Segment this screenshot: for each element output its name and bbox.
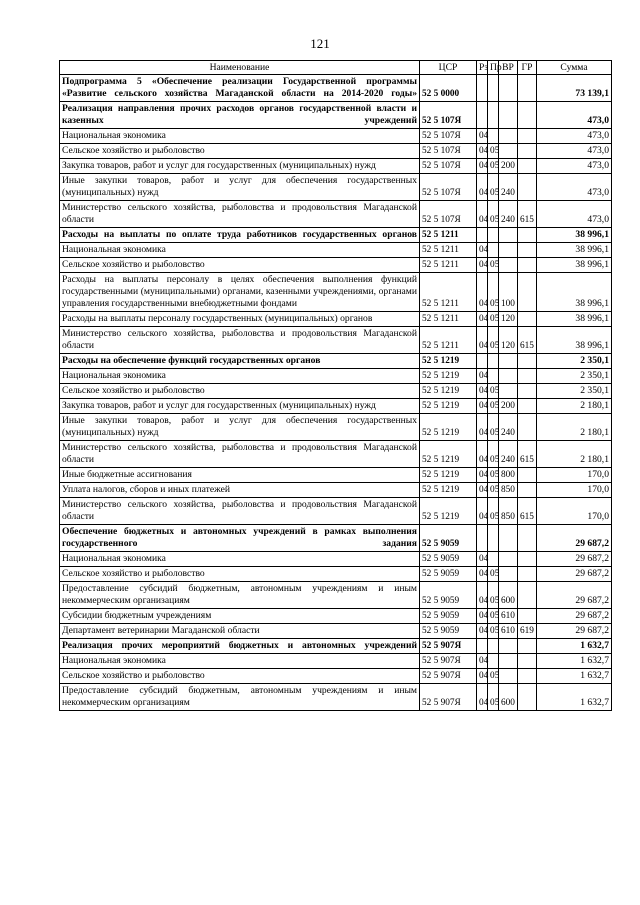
- cell-vr: [499, 354, 518, 369]
- cell-vr: 200: [499, 159, 518, 174]
- cell-csr: 52 5 9059: [420, 525, 477, 552]
- table-row: [60, 243, 612, 258]
- cell-rz: 04: [477, 129, 488, 144]
- cell-pr: 05: [488, 624, 499, 639]
- cell-gr: [518, 243, 537, 258]
- header-gr: ГР: [518, 61, 537, 75]
- table-row: [60, 327, 612, 354]
- cell-sum: 170,0: [537, 498, 612, 525]
- cell-vr: [499, 129, 518, 144]
- cell-vr: [499, 258, 518, 273]
- cell-pr: 05: [488, 174, 499, 201]
- table-row: [60, 312, 612, 327]
- cell-name: Национальная экономика: [60, 654, 420, 669]
- cell-vr: 600: [499, 582, 518, 609]
- cell-rz: 04: [477, 567, 488, 582]
- cell-csr: 52 5 107Я: [420, 102, 477, 129]
- cell-pr: 05: [488, 441, 499, 468]
- cell-gr: [518, 567, 537, 582]
- cell-sum: 38 996,1: [537, 258, 612, 273]
- cell-gr: [518, 102, 537, 129]
- cell-csr: 52 5 907Я: [420, 639, 477, 654]
- cell-sum: 473,0: [537, 144, 612, 159]
- cell-pr: 05: [488, 582, 499, 609]
- table-row: [60, 552, 612, 567]
- cell-csr: 52 5 107Я: [420, 159, 477, 174]
- cell-name: Расходы на выплаты персоналу государственных (муниципальных) органов: [60, 312, 420, 327]
- cell-vr: 600: [499, 684, 518, 711]
- cell-vr: 240: [499, 201, 518, 228]
- cell-sum: 473,0: [537, 174, 612, 201]
- table-row: [60, 258, 612, 273]
- cell-sum: 2 350,1: [537, 354, 612, 369]
- cell-name: Обеспечение бюджетных и автономных учреждений в рамках выполнения государственного задания: [60, 525, 420, 552]
- cell-name: Министерство сельского хозяйства, рыболовства и продовольствия Магаданской области: [60, 441, 420, 468]
- cell-name: Расходы на выплаты по оплате труда работников государственных органов: [60, 228, 420, 243]
- cell-gr: [518, 228, 537, 243]
- cell-vr: [499, 228, 518, 243]
- cell-sum: 170,0: [537, 483, 612, 498]
- cell-pr: [488, 639, 499, 654]
- cell-sum: 38 996,1: [537, 327, 612, 354]
- table-row: [60, 441, 612, 468]
- cell-vr: 100: [499, 273, 518, 312]
- cell-name: Департамент ветеринарии Магаданской области: [60, 624, 420, 639]
- cell-csr: 52 5 907Я: [420, 684, 477, 711]
- cell-vr: [499, 144, 518, 159]
- cell-name: Иные бюджетные ассигнования: [60, 468, 420, 483]
- cell-csr: 52 5 1211: [420, 327, 477, 354]
- cell-csr: 52 5 1219: [420, 369, 477, 384]
- cell-vr: [499, 102, 518, 129]
- cell-csr: 52 5 9059: [420, 624, 477, 639]
- cell-name: Реализация направления прочих расходов органов государственной власти и казенных учреждений: [60, 102, 420, 129]
- cell-gr: [518, 369, 537, 384]
- cell-csr: 52 5 107Я: [420, 144, 477, 159]
- cell-rz: 04: [477, 582, 488, 609]
- table-row: [60, 273, 612, 312]
- header-sum: Сумма: [537, 61, 612, 75]
- cell-rz: 04: [477, 624, 488, 639]
- cell-csr: 52 5 907Я: [420, 669, 477, 684]
- cell-vr: [499, 384, 518, 399]
- cell-rz: 04: [477, 369, 488, 384]
- table-row: [60, 201, 612, 228]
- cell-rz: 04: [477, 258, 488, 273]
- cell-vr: [499, 639, 518, 654]
- cell-sum: 38 996,1: [537, 243, 612, 258]
- cell-csr: 52 5 107Я: [420, 129, 477, 144]
- cell-pr: 05: [488, 567, 499, 582]
- table-row: [60, 414, 612, 441]
- cell-csr: 52 5 107Я: [420, 201, 477, 228]
- cell-vr: 120: [499, 312, 518, 327]
- cell-csr: 52 5 1219: [420, 468, 477, 483]
- cell-rz: 04: [477, 201, 488, 228]
- table-row: [60, 129, 612, 144]
- table-row: [60, 159, 612, 174]
- cell-csr: 52 5 9059: [420, 552, 477, 567]
- cell-name: Национальная экономика: [60, 369, 420, 384]
- cell-vr: [499, 75, 518, 102]
- cell-sum: 29 687,2: [537, 609, 612, 624]
- cell-name: Расходы на обеспечение функций государственных органов: [60, 354, 420, 369]
- table-row: [60, 498, 612, 525]
- table-row: [60, 582, 612, 609]
- header-rz: Рз: [477, 61, 488, 75]
- cell-pr: 05: [488, 669, 499, 684]
- cell-vr: [499, 567, 518, 582]
- cell-csr: 52 5 9059: [420, 567, 477, 582]
- cell-name: Национальная экономика: [60, 129, 420, 144]
- cell-pr: [488, 75, 499, 102]
- cell-sum: 2 180,1: [537, 414, 612, 441]
- cell-pr: [488, 102, 499, 129]
- cell-rz: 04: [477, 498, 488, 525]
- table-row: [60, 654, 612, 669]
- cell-pr: 05: [488, 609, 499, 624]
- cell-gr: 615: [518, 441, 537, 468]
- cell-sum: 473,0: [537, 102, 612, 129]
- cell-rz: 04: [477, 468, 488, 483]
- cell-rz: 04: [477, 669, 488, 684]
- cell-rz: 04: [477, 609, 488, 624]
- cell-sum: 2 180,1: [537, 399, 612, 414]
- table-section-row: [60, 102, 612, 129]
- cell-gr: [518, 525, 537, 552]
- cell-gr: 615: [518, 201, 537, 228]
- cell-pr: [488, 129, 499, 144]
- cell-csr: 52 5 1211: [420, 243, 477, 258]
- cell-csr: 52 5 1219: [420, 399, 477, 414]
- cell-rz: 04: [477, 399, 488, 414]
- cell-csr: 52 5 1211: [420, 312, 477, 327]
- cell-sum: 29 687,2: [537, 624, 612, 639]
- cell-name: Подпрограмма 5 «Обеспечение реализации Государственной программы «Развитие сельского хозяйства Магаданской области на 2014-2020 годы»: [60, 75, 420, 102]
- cell-vr: 240: [499, 414, 518, 441]
- cell-pr: 05: [488, 414, 499, 441]
- cell-name: Сельское хозяйство и рыболовство: [60, 144, 420, 159]
- cell-pr: 05: [488, 468, 499, 483]
- cell-vr: 610: [499, 624, 518, 639]
- cell-sum: 29 687,2: [537, 567, 612, 582]
- cell-pr: 05: [488, 273, 499, 312]
- cell-sum: 473,0: [537, 201, 612, 228]
- cell-vr: 200: [499, 399, 518, 414]
- cell-rz: 04: [477, 159, 488, 174]
- cell-gr: [518, 684, 537, 711]
- cell-rz: 04: [477, 441, 488, 468]
- cell-sum: 1 632,7: [537, 669, 612, 684]
- cell-gr: 615: [518, 498, 537, 525]
- cell-csr: 52 5 1219: [420, 414, 477, 441]
- cell-sum: 2 180,1: [537, 441, 612, 468]
- cell-csr: 52 5 1219: [420, 354, 477, 369]
- cell-vr: 120: [499, 327, 518, 354]
- cell-rz: 04: [477, 312, 488, 327]
- cell-name: Национальная экономика: [60, 243, 420, 258]
- cell-gr: [518, 639, 537, 654]
- table-section-row: [60, 354, 612, 369]
- cell-rz: [477, 102, 488, 129]
- cell-rz: 04: [477, 552, 488, 567]
- cell-rz: 04: [477, 327, 488, 354]
- cell-name: Иные закупки товаров, работ и услуг для обеспечения государственных (муниципальных) нужд: [60, 174, 420, 201]
- cell-gr: 615: [518, 327, 537, 354]
- cell-rz: 04: [477, 483, 488, 498]
- cell-sum: 170,0: [537, 468, 612, 483]
- cell-name: Предоставление субсидий бюджетным, автономным учреждениям и иным некоммерческим организациям: [60, 684, 420, 711]
- cell-name: Предоставление субсидий бюджетным, автономным учреждениям и иным некоммерческим организациям: [60, 582, 420, 609]
- cell-pr: [488, 243, 499, 258]
- cell-gr: [518, 354, 537, 369]
- cell-sum: 2 350,1: [537, 384, 612, 399]
- cell-pr: 05: [488, 312, 499, 327]
- cell-name: Министерство сельского хозяйства, рыболовства и продовольствия Магаданской области: [60, 327, 420, 354]
- cell-sum: 473,0: [537, 129, 612, 144]
- table-row: [60, 669, 612, 684]
- cell-name: Сельское хозяйство и рыболовство: [60, 258, 420, 273]
- cell-gr: [518, 483, 537, 498]
- cell-rz: 04: [477, 414, 488, 441]
- header-pr: Пр: [488, 61, 499, 75]
- cell-sum: 2 350,1: [537, 369, 612, 384]
- cell-sum: 38 996,1: [537, 228, 612, 243]
- cell-pr: [488, 228, 499, 243]
- table-row: [60, 567, 612, 582]
- cell-vr: 850: [499, 483, 518, 498]
- table-row: [60, 144, 612, 159]
- cell-rz: 04: [477, 174, 488, 201]
- cell-vr: 240: [499, 441, 518, 468]
- cell-vr: [499, 669, 518, 684]
- cell-vr: [499, 243, 518, 258]
- table-row: [60, 399, 612, 414]
- cell-csr: 52 5 1219: [420, 483, 477, 498]
- cell-pr: 05: [488, 498, 499, 525]
- cell-gr: [518, 468, 537, 483]
- table-row: [60, 468, 612, 483]
- cell-sum: 73 139,1: [537, 75, 612, 102]
- cell-pr: [488, 525, 499, 552]
- cell-vr: [499, 369, 518, 384]
- cell-gr: [518, 552, 537, 567]
- cell-sum: 1 632,7: [537, 654, 612, 669]
- cell-gr: [518, 312, 537, 327]
- cell-pr: 05: [488, 144, 499, 159]
- table-section-row: [60, 525, 612, 552]
- cell-rz: [477, 228, 488, 243]
- cell-csr: 52 5 107Я: [420, 174, 477, 201]
- cell-rz: 04: [477, 384, 488, 399]
- cell-name: Сельское хозяйство и рыболовство: [60, 669, 420, 684]
- table-row: [60, 624, 612, 639]
- cell-vr: 240: [499, 174, 518, 201]
- cell-gr: [518, 609, 537, 624]
- cell-name: Национальная экономика: [60, 552, 420, 567]
- cell-pr: 05: [488, 384, 499, 399]
- table-header-row: [60, 61, 612, 75]
- cell-sum: 473,0: [537, 159, 612, 174]
- cell-rz: 04: [477, 654, 488, 669]
- cell-csr: 52 5 9059: [420, 582, 477, 609]
- cell-gr: [518, 159, 537, 174]
- cell-gr: [518, 399, 537, 414]
- cell-csr: 52 5 1219: [420, 441, 477, 468]
- cell-rz: [477, 75, 488, 102]
- cell-name: Министерство сельского хозяйства, рыболовства и продовольствия Магаданской области: [60, 201, 420, 228]
- cell-name: Сельское хозяйство и рыболовство: [60, 384, 420, 399]
- cell-pr: 05: [488, 483, 499, 498]
- cell-sum: 29 687,2: [537, 525, 612, 552]
- cell-sum: 1 632,7: [537, 684, 612, 711]
- cell-rz: [477, 354, 488, 369]
- cell-pr: [488, 654, 499, 669]
- cell-gr: 619: [518, 624, 537, 639]
- cell-rz: [477, 639, 488, 654]
- cell-pr: [488, 369, 499, 384]
- cell-csr: 52 5 9059: [420, 609, 477, 624]
- cell-sum: 29 687,2: [537, 582, 612, 609]
- cell-csr: 52 5 1219: [420, 498, 477, 525]
- cell-pr: 05: [488, 201, 499, 228]
- cell-vr: 800: [499, 468, 518, 483]
- cell-pr: [488, 552, 499, 567]
- cell-vr: [499, 654, 518, 669]
- cell-vr: 610: [499, 609, 518, 624]
- cell-sum: 1 632,7: [537, 639, 612, 654]
- cell-gr: [518, 669, 537, 684]
- cell-pr: 05: [488, 258, 499, 273]
- table-row: [60, 483, 612, 498]
- cell-name: Расходы на выплаты персоналу в целях обеспечения выполнения функций государственными (муниципальными) органами, казенными учреждениями, органами управления государственными внебюджетными фондами: [60, 273, 420, 312]
- cell-rz: 04: [477, 243, 488, 258]
- cell-csr: 52 5 1219: [420, 384, 477, 399]
- table-section-row: [60, 639, 612, 654]
- cell-csr: 52 5 1211: [420, 273, 477, 312]
- cell-pr: 05: [488, 399, 499, 414]
- cell-pr: 05: [488, 684, 499, 711]
- cell-gr: [518, 414, 537, 441]
- cell-csr: 52 5 907Я: [420, 654, 477, 669]
- cell-name: Субсидии бюджетным учреждениям: [60, 609, 420, 624]
- cell-gr: [518, 258, 537, 273]
- cell-name: Закупка товаров, работ и услуг для государственных (муниципальных) нужд: [60, 159, 420, 174]
- cell-csr: 52 5 1211: [420, 258, 477, 273]
- cell-csr: 52 5 0000: [420, 75, 477, 102]
- cell-vr: 850: [499, 498, 518, 525]
- cell-sum: 29 687,2: [537, 552, 612, 567]
- cell-gr: [518, 582, 537, 609]
- budget-table: [59, 60, 612, 711]
- cell-rz: [477, 525, 488, 552]
- cell-gr: [518, 174, 537, 201]
- cell-name: Реализация прочих мероприятий бюджетных и автономных учреждений: [60, 639, 420, 654]
- cell-name: Министерство сельского хозяйства, рыболовства и продовольствия Магаданской области: [60, 498, 420, 525]
- table-row: [60, 174, 612, 201]
- table-row: [60, 369, 612, 384]
- table-row: [60, 684, 612, 711]
- cell-vr: [499, 525, 518, 552]
- cell-rz: 04: [477, 273, 488, 312]
- cell-gr: [518, 75, 537, 102]
- cell-gr: [518, 144, 537, 159]
- cell-name: Закупка товаров, работ и услуг для государственных (муниципальных) нужд: [60, 399, 420, 414]
- cell-pr: 05: [488, 327, 499, 354]
- cell-vr: [499, 552, 518, 567]
- cell-pr: 05: [488, 159, 499, 174]
- table-section-row: [60, 228, 612, 243]
- table-row: [60, 384, 612, 399]
- cell-name: Уплата налогов, сборов и иных платежей: [60, 483, 420, 498]
- cell-rz: 04: [477, 144, 488, 159]
- cell-gr: [518, 129, 537, 144]
- cell-sum: 38 996,1: [537, 312, 612, 327]
- table-row: [60, 609, 612, 624]
- cell-sum: 38 996,1: [537, 273, 612, 312]
- cell-name: Иные закупки товаров, работ и услуг для обеспечения государственных (муниципальных) нужд: [60, 414, 420, 441]
- header-csr: ЦСР: [420, 61, 477, 75]
- cell-gr: [518, 273, 537, 312]
- page-number: 121: [310, 36, 330, 51]
- cell-name: Сельское хозяйство и рыболовство: [60, 567, 420, 582]
- cell-rz: 04: [477, 684, 488, 711]
- header-name: Наименование: [60, 61, 420, 75]
- cell-gr: [518, 654, 537, 669]
- cell-csr: 52 5 1211: [420, 228, 477, 243]
- header-vr: ВР: [499, 61, 518, 75]
- cell-pr: [488, 354, 499, 369]
- cell-gr: [518, 384, 537, 399]
- table-section-row: [60, 75, 612, 102]
